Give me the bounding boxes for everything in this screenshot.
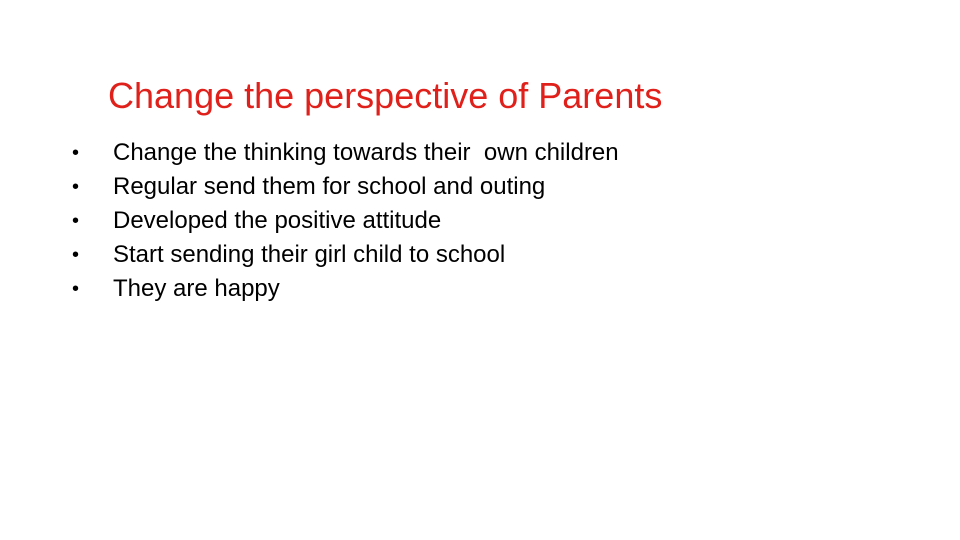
list-item [0, 170, 546, 204]
bullet-text: Start sending their girl child to school [113, 241, 506, 268]
bullet-icon: • [72, 142, 80, 164]
bullet-text: They are happy [113, 275, 280, 302]
bullet-list [0, 136, 619, 306]
bullet-icon: • [72, 176, 80, 198]
list-item [0, 136, 619, 170]
bullet-text: Regular send them for school and outing [113, 173, 546, 200]
bullet-icon: • [72, 244, 80, 266]
bullet-icon: • [72, 278, 80, 300]
list-item [0, 272, 280, 306]
bullet-icon: • [72, 210, 80, 232]
bullet-text: Developed the positive attitude [113, 207, 442, 234]
slide-title: Change the perspective of Parents [108, 75, 663, 116]
bullet-text: Change the thinking towards their own children [113, 139, 619, 166]
list-item [0, 238, 506, 272]
list-item [0, 204, 442, 238]
